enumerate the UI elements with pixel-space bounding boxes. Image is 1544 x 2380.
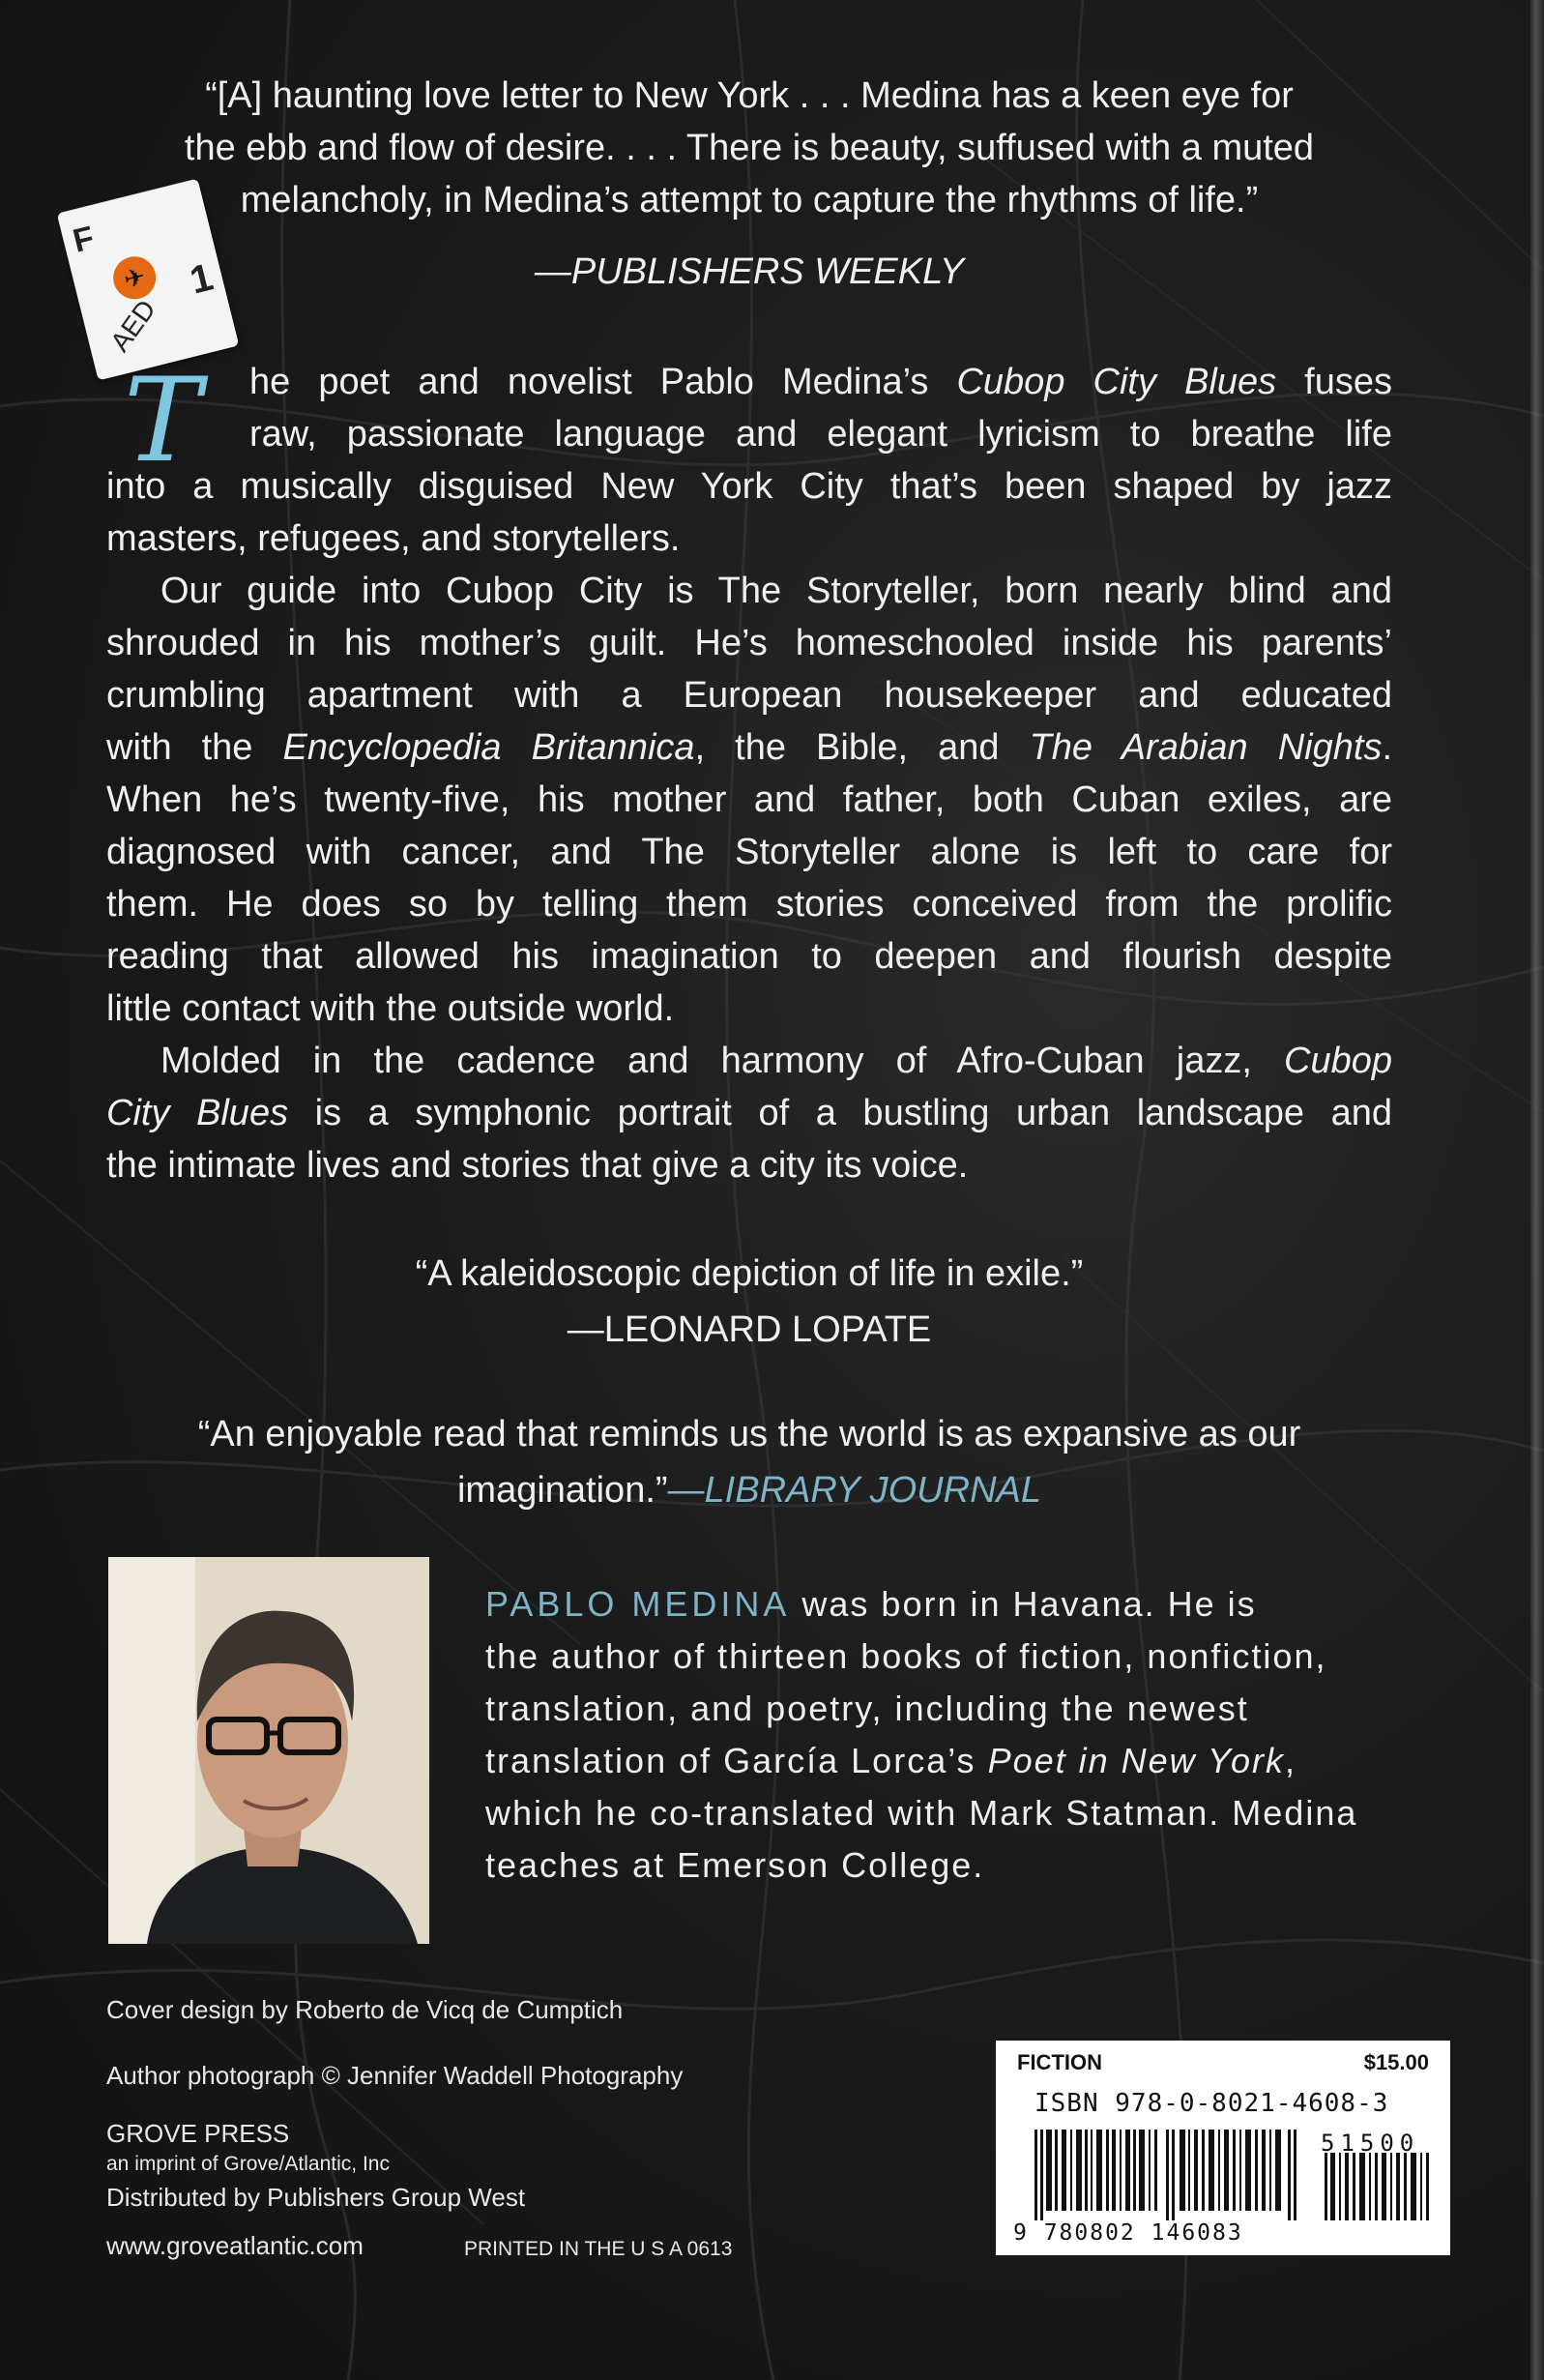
publisher-name: GROVE PRESS (106, 2119, 290, 2148)
bio-line: PABLO MEDINA was born in Havana. He is (485, 1584, 1257, 1624)
publisher-website: www.groveatlantic.com (106, 2231, 364, 2260)
bio-line: the author of thirteen books of fiction, nonfiction, (485, 1636, 1327, 1676)
pw-quote-line-1: “[A] haunting love letter to New York . . . Medina has a keen eye for (205, 75, 1294, 116)
camera-logo-icon: ✈ (109, 252, 160, 304)
photo-credit: Author photograph © Jennifer Waddell Photography (106, 2061, 684, 2090)
desc-line: raw, passionate language and elegant lyricism to breathe life (249, 414, 1392, 455)
desc-line: diagnosed with cancer, and The Storyteller alone is left to care for (106, 832, 1392, 872)
desc-line: reading that allowed his imagination to deepen and flourish despite (106, 936, 1392, 977)
lj-attribution: —LIBRARY JOURNAL (667, 1470, 1041, 1511)
ean-digits: 9 780802 146083 (1013, 2220, 1243, 2246)
author-photo (108, 1557, 429, 1944)
barcode-price: $15.00 (1363, 2050, 1429, 2074)
bio-line: which he co-translated with Mark Statman. Medina (485, 1793, 1358, 1833)
desc-line: crumbling apartment with a European housekeeper and educated (106, 675, 1392, 716)
barcode-label (996, 2041, 1450, 2255)
desc-line: Molded in the cadence and harmony of Afro-Cuban jazz, Cubop (160, 1041, 1392, 1081)
desc-line: into a musically disguised New York City that’s been shaped by jazz (106, 466, 1392, 507)
desc-line: masters, refugees, and storytellers. (106, 518, 681, 559)
desc-line: he poet and novelist Pablo Medina’s Cubop City Blues fuses (249, 362, 1392, 402)
desc-line: little contact with the outside world. (106, 988, 675, 1029)
desc-line: City Blues is a symphonic portrait of a bustling urban landscape and (106, 1093, 1392, 1133)
bio-line: translation, and poetry, including the newest (485, 1689, 1249, 1728)
desc-line: shrouded in his mother’s guilt. He’s homeschooled inside his parents’ (106, 623, 1392, 663)
lopate-attribution: —LEONARD LOPATE (567, 1309, 932, 1350)
desc-line: them. He does so by telling them stories conceived from the prolific (106, 884, 1392, 925)
author-portrait-illustration (108, 1557, 429, 1944)
desc-line: the intimate lives and stories that give a city its voice. (106, 1145, 969, 1186)
distributor-line: Distributed by Publishers Group West (106, 2183, 526, 2212)
spine-edge (1530, 0, 1544, 2380)
drop-cap: T (124, 354, 202, 488)
bio-line: translation of García Lorca’s Poet in New York, (485, 1741, 1297, 1780)
desc-line: When he’s twenty-five, his mother and father, both Cuban exiles, are (106, 779, 1392, 820)
desc-line: with the Encyclopedia Britannica, the Bible, and The Arabian Nights. (106, 727, 1392, 768)
bio-line: teaches at Emerson College. (485, 1845, 985, 1885)
price-addon-digits: 51500 (1321, 2130, 1420, 2157)
lj-quote-line-2: imagination.”—LIBRARY JOURNAL (456, 1470, 1041, 1511)
lj-quote-line-1: “An enjoyable read that reminds us the world is as expansive as our (197, 1414, 1301, 1454)
lopate-quote: “A kaleidoscopic depiction of life in exile.” (415, 1253, 1084, 1294)
barcode-category: FICTION (1017, 2050, 1102, 2074)
sticker-letter: F (69, 219, 99, 260)
pw-quote-line-2: the ebb and flow of desire. . . . There is beauty, suffused with a muted (184, 128, 1315, 168)
isbn-text: ISBN 978-0-8021-4608-3 (1034, 2089, 1389, 2118)
sticker-number: 1 (186, 255, 218, 303)
pw-attribution: —PUBLISHERS WEEKLY (534, 251, 965, 292)
desc-line: Our guide into Cubop City is The Storyteller, born nearly blind and (160, 571, 1392, 611)
pw-quote-line-3: melancholy, in Medina’s attempt to capture the rhythms of life.” (240, 180, 1259, 220)
cover-design-credit: Cover design by Roberto de Vicq de Cumptich (106, 1995, 624, 2024)
publisher-imprint: an imprint of Grove/Atlantic, Inc (106, 2153, 390, 2175)
printed-in-line: PRINTED IN THE U S A 0613 (464, 2238, 733, 2260)
author-name: PABLO MEDINA (485, 1584, 791, 1624)
sticker-code: AED (104, 294, 162, 358)
